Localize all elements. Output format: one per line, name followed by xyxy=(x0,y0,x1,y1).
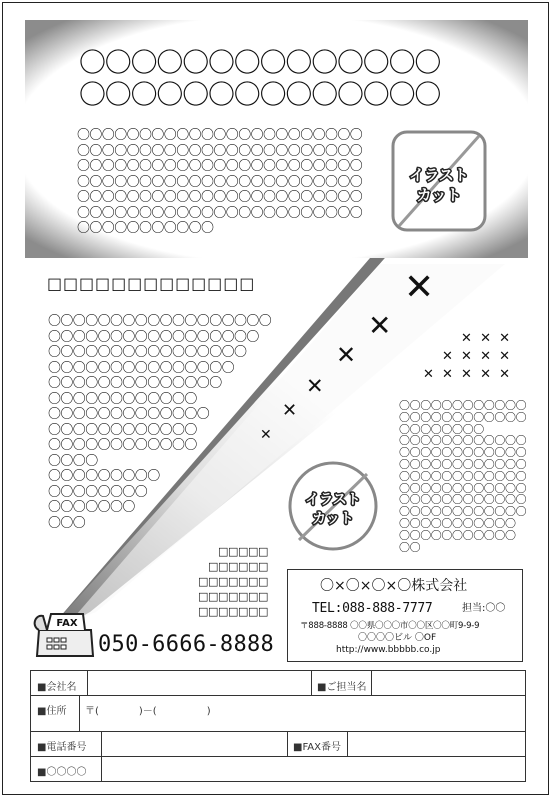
form-divider xyxy=(347,731,348,756)
company-name: 〇×〇×〇×〇株式会社 xyxy=(320,578,468,594)
company-contact: 担当:〇〇 xyxy=(462,603,506,614)
form-divider xyxy=(101,731,102,781)
illustration-label-top-1: イラスト xyxy=(409,166,469,184)
form-contact-label: ■ご担当名 xyxy=(317,682,367,693)
top-body-line: 〇〇〇〇〇〇〇〇〇〇〇〇〇〇〇〇〇〇〇〇〇〇〇 xyxy=(77,128,363,143)
right-body-line: 〇〇〇〇〇〇〇〇〇〇〇〇 xyxy=(399,458,527,471)
top-body-line: 〇〇〇〇〇〇〇〇〇〇〇〇〇〇〇〇〇〇〇〇〇〇〇 xyxy=(77,205,363,221)
form-fax-label: ■FAX番号 xyxy=(293,742,341,753)
illustration-placeholder-top xyxy=(391,130,487,232)
cross-mark: ✕ xyxy=(306,374,324,398)
left-body-line: 〇〇〇〇〇〇〇〇〇〇〇〇 xyxy=(48,422,197,438)
left-body-line: 〇〇〇〇〇〇〇〇〇〇〇〇〇〇 xyxy=(48,376,222,391)
right-body-line: 〇〇〇〇〇〇〇〇〇〇〇〇 xyxy=(399,481,527,495)
right-body-line: 〇〇〇〇〇〇〇〇〇〇〇〇 xyxy=(399,434,527,448)
form-phone-label: ■電話番号 xyxy=(37,742,87,753)
form-divider xyxy=(287,731,288,756)
reply-form xyxy=(30,670,526,782)
right-body-line: 〇〇〇〇〇〇〇〇〇〇〇 xyxy=(399,517,516,530)
form-divider xyxy=(311,671,312,695)
company-url[interactable]: http://www.bbbbb.co.jp xyxy=(336,645,441,655)
left-body-line: 〇〇〇〇〇〇〇〇 xyxy=(48,484,148,500)
form-company-label: ■会社名 xyxy=(37,682,77,693)
fax-machine-icon xyxy=(33,606,97,662)
top-body-line: 〇〇〇〇〇〇〇〇〇〇〇〇〇〇〇〇〇〇〇〇〇〇〇 xyxy=(77,143,363,159)
left-body-line: 〇〇〇〇〇〇〇〇〇〇〇〇 xyxy=(48,438,197,453)
right-body-line: 〇〇〇〇〇〇〇〇〇〇〇〇 xyxy=(399,493,527,507)
square-grid-row: □□□□□□□ xyxy=(198,575,268,588)
company-block xyxy=(287,569,523,662)
form-divider xyxy=(87,671,88,695)
fax-number: 050-6666-8888 xyxy=(98,632,275,657)
illustration-label-bottom-1: イラスト xyxy=(305,492,361,508)
illustration-label-bottom-2: カット xyxy=(312,511,354,527)
right-body-line: 〇〇〇〇〇〇〇〇〇〇〇〇 xyxy=(399,399,527,412)
cross-mark: ✕ xyxy=(404,267,435,308)
top-body-line: 〇〇〇〇〇〇〇〇〇〇〇〇〇〇〇〇〇〇〇〇〇〇〇 xyxy=(77,174,363,190)
top-body-line: 〇〇〇〇〇〇〇〇〇〇〇〇〇〇〇〇〇〇〇〇〇〇〇 xyxy=(77,190,363,205)
company-address-1: 〒888-8888 〇〇県〇〇〇市〇〇区〇〇町9-9-9 xyxy=(300,621,480,631)
left-body-line: 〇〇〇〇〇〇〇 xyxy=(48,500,135,515)
cross-grid-row: ✕ ✕ ✕ ✕ ✕ xyxy=(423,367,512,382)
right-body-line: 〇〇〇〇〇〇〇〇〇〇〇〇 xyxy=(399,469,527,483)
top-body-line: 〇〇〇〇〇〇〇〇〇〇〇〇〇〇〇〇〇〇〇〇〇〇〇 xyxy=(77,159,363,174)
form-address-label: ■住所 xyxy=(37,706,67,717)
cross-mark: ✕ xyxy=(260,427,272,443)
left-body-line: 〇〇〇〇〇〇〇〇〇〇〇〇〇〇〇〇〇〇 xyxy=(48,314,272,329)
right-body-line: 〇〇〇〇〇〇〇〇〇〇〇〇 xyxy=(399,410,527,424)
square-grid-row: □□□□□□ xyxy=(208,560,268,573)
fax-label: FAX xyxy=(56,618,78,629)
illustration-label-top-2: カット xyxy=(416,186,462,204)
form-other-label: ■〇〇〇〇 xyxy=(37,767,87,778)
form-address-template: 〒( )－( ) xyxy=(85,706,211,717)
company-address-2: 〇〇〇〇ビル 〇OF xyxy=(358,633,437,643)
right-body-line: 〇〇〇〇〇〇〇〇〇〇〇〇 xyxy=(399,446,527,460)
right-body-line: 〇〇〇〇〇〇〇〇〇〇〇〇 xyxy=(399,505,527,519)
cross-mark: ✕ xyxy=(336,341,357,369)
cross-mark: ✕ xyxy=(282,400,298,421)
form-divider xyxy=(31,731,525,732)
left-body-line: 〇〇〇〇〇〇〇〇〇〇〇〇〇〇〇 xyxy=(48,360,235,376)
top-body-line: 〇〇〇〇〇〇〇〇〇〇〇 xyxy=(77,221,214,236)
subheading: □□□□□□□□□□□□□ xyxy=(47,274,256,293)
form-divider xyxy=(371,671,372,695)
form-divider xyxy=(79,695,80,731)
left-body-line: 〇〇〇〇〇〇〇〇〇〇〇〇〇 xyxy=(48,407,210,422)
left-body-line: 〇〇〇 xyxy=(48,515,86,531)
right-body-line: 〇〇〇〇〇〇〇〇 xyxy=(399,422,484,436)
cross-grid-row: ✕ ✕ ✕ ✕ xyxy=(442,349,512,364)
left-body-line: 〇〇〇〇〇〇〇〇〇〇〇〇〇〇〇〇〇 xyxy=(48,329,259,345)
form-divider xyxy=(31,756,525,757)
left-body-line: 〇〇〇〇〇〇〇〇〇〇〇〇〇〇〇〇 xyxy=(48,345,247,360)
right-body-line: 〇〇 xyxy=(399,540,421,554)
headline-line-2: 〇〇〇〇〇〇〇〇〇〇〇〇〇〇 xyxy=(79,80,441,111)
form-divider xyxy=(31,695,525,696)
square-grid-row: □□□□□□□ xyxy=(198,605,268,618)
illustration-placeholder-bottom xyxy=(287,460,379,552)
company-tel: TEL:088-888-7777 xyxy=(312,601,433,616)
square-grid-row: □□□□□ xyxy=(218,545,268,558)
cross-mark: ✕ xyxy=(368,309,392,342)
left-body-line: 〇〇〇〇 xyxy=(48,453,98,469)
left-body-line: 〇〇〇〇〇〇〇〇〇 xyxy=(48,469,160,484)
headline-line-1: 〇〇〇〇〇〇〇〇〇〇〇〇〇〇 xyxy=(79,48,441,79)
left-body-line: 〇〇〇〇〇〇〇〇〇〇〇〇 xyxy=(48,391,197,407)
cross-grid-row: ✕ ✕ ✕ xyxy=(461,331,512,346)
right-body-line: 〇〇〇〇〇〇〇〇〇〇〇 xyxy=(399,528,516,542)
square-grid-row: □□□□□□□ xyxy=(198,590,268,603)
